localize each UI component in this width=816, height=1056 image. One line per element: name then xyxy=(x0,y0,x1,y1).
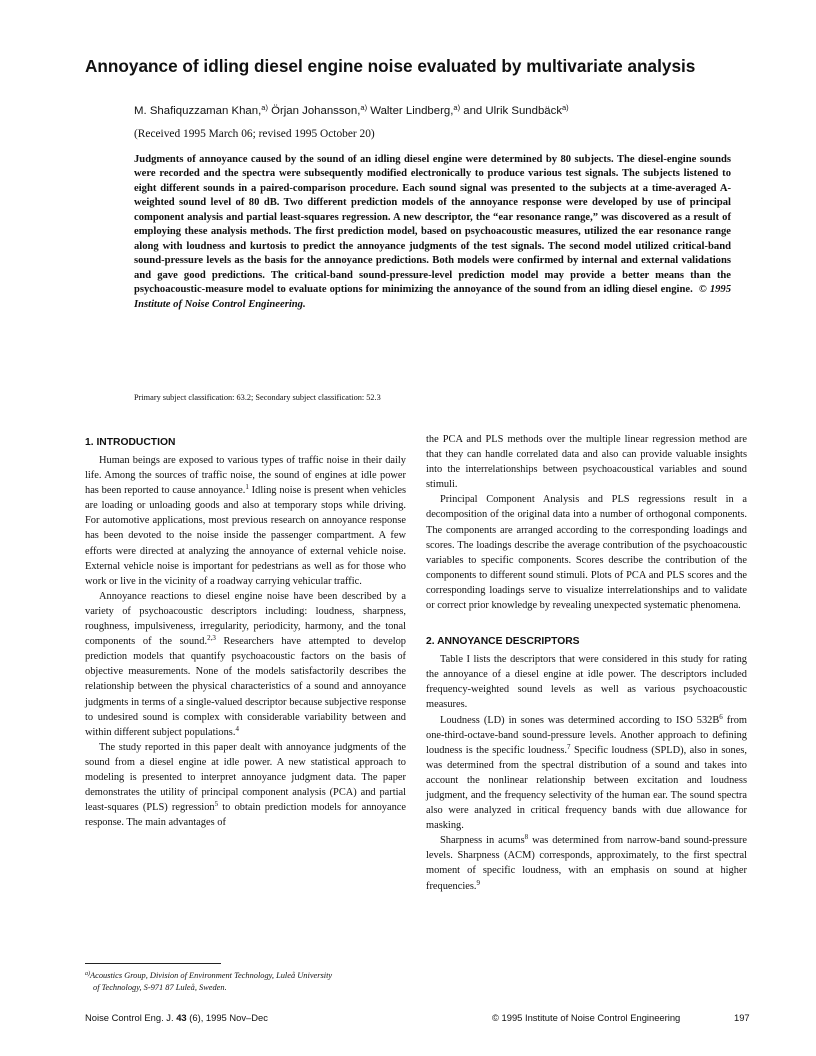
paragraph: Sharpness in acums$^8$ was determined from narrow-band sound-pressure levels. Sharpness (ACM) corresponds, approximately, to the first spectral moment of specific loudness, with an emphasis on sound at higher frequencies.$^9$ xyxy=(426,833,747,892)
footnote-divider xyxy=(85,963,221,964)
author-list xyxy=(134,104,774,118)
affiliation-mark: a) xyxy=(562,103,569,112)
affiliation-mark: a) xyxy=(360,103,368,112)
citation-ref: 1 xyxy=(245,483,249,492)
paper-title: Annoyance of idling diesel engine noise evaluated by multivariate analysis xyxy=(85,56,696,76)
paragraph: Human beings are exposed to various types of traffic noise in their daily life. Among the sources of traffic noise, the sound of engines at idle power has been reported to cause annoyance.$^1$ Idling noise is present when vehicles are loading or unloading goods and also at temporary stops while driving. For automotive applications, most previous research on annoyance response has been devoted to the noise inside the passenger compartment. A few efforts were directed at analyzing the annoyance of external vehicle noise. External vehicle noise is important for pedestrians as well as for those who work or live in the vicinity of a roadway carrying vehicular traffic. xyxy=(85,455,407,587)
author-name: M. Shafiquzzaman Khan, xyxy=(134,105,262,117)
abstract-text: Judgments of annoyance caused by the sound of an idling diesel engine were determined by 80 subjects. The diesel-engine sounds were recorded and the spectra were subsequently modified electronically to produce various test signals. The subjects listened to eight different sounds in a paired-comparison procedure. Each sound signal was presented to the subjects at a time-averaged A-weighted sound level of 80 dB. Two different prediction models of the annoyance response were developed by use of principal component analysis and partial least-squares regression. A new descriptor, the “ear resonance range,” was discovered as a result of employing these analysis methods. The first prediction model, based on psychoacoustic measures, utilized the ear resonance range along with loudness and kurtosis to predict the annoyance judgments of the test signals. The second model utilized critical-band sound-pressure levels as the basis for the annoyance predictions. Both models were confirmed by internal and external validations and gave good predictions. The critical-band sound-pressure-level prediction model may provide a better means than the psychoacoustic-measure model to evaluate options for minimizing the annoyance of the sound from an idling diesel engine. xyxy=(134,154,731,296)
section-heading-introduction: 1. INTRODUCTION xyxy=(85,437,176,448)
received-dates: (Received 1995 March 06; revised 1995 October 20) xyxy=(134,128,375,140)
footnote-line: of Technology, S-971 87 Luleå, Sweden. xyxy=(93,983,227,992)
citation-ref: 4 xyxy=(235,724,239,733)
abstract xyxy=(134,153,731,312)
journal-citation: Noise Control Eng. J. 43 (6), 1995 Nov–Dec xyxy=(85,1012,268,1023)
affiliation-mark: a) xyxy=(261,103,268,112)
subject-classification: Primary subject classification: 63.2; Secondary subject classification: 52.3 xyxy=(134,393,381,402)
paragraph: Annoyance reactions to diesel engine noise have been described by a variety of psychoacoustic descriptors including: loudness, sharpness, roughness, impulsiveness, irregularity, periodicity, harmony, and the tonal components of the sound.$^{2,3}$ Researchers have attempted to develop prediction models that quantify psychoacoustic factors on the basis of objective measurements. None of the models satisfactorily describes the relationship between the physical characteristics of a sound and annoyance judgments in terms of a single-valued descriptor because subjective response to undesired sound is complex with considerable variability between and within different subject populations.$^4$ xyxy=(85,590,406,738)
left-column xyxy=(85,436,406,830)
affiliation-footnote: $^{a)}$Acoustics Group, Division of Environment Technology, Luleå University of Technology, S-971 87 Luleå, Sweden. xyxy=(85,970,407,994)
abstract-copyright: © 1995 Institute of Noise Control Engineering. xyxy=(134,284,732,310)
author-name: and Ulrik Sundbäck xyxy=(460,105,563,117)
author-name: Örjan Johansson, xyxy=(267,105,361,117)
paragraph: Principal Component Analysis and PLS regressions result in a decomposition of the original data into a number of orthogonal components. The components are arranged according to the corresponding loadings and scores. The loadings describe the average contribution of the psychoacoustic variables to specific components. Scores describe the contribution of the components to different sound stimuli. Plots of PCA and PLS scores and the corresponding loadings serve to visualize interrelationships and to validate or correct prior knowledge by revealing unexpected systematic phenomena. xyxy=(426,494,747,612)
right-column xyxy=(426,432,747,894)
section-heading-annoyance-descriptors: 2. ANNOYANCE DESCRIPTORS xyxy=(426,636,580,648)
author-name: Walter Lindberg, xyxy=(367,105,454,117)
citation-ref: 5 xyxy=(214,800,219,809)
footer-copyright: © 1995 Institute of Noise Control Engineering xyxy=(492,1012,681,1023)
paragraph: Table I lists the descriptors that were considered in this study for rating the annoyance of a diesel engine at idle power. The descriptors included frequency-weighted sound levels as well as various psychoacoustic measures. xyxy=(426,654,747,711)
citation-ref: 7 xyxy=(567,742,571,751)
citation-ref: 2,3 xyxy=(207,634,216,643)
page-number: 197 xyxy=(734,1012,750,1023)
footnote-mark: a) xyxy=(85,971,90,977)
paragraph: Loudness (LD) in sones was determined according to ISO $532B^6$ from one-third-octave-band sound-pressure levels. Another approach to defining loudness is the specific loudness.$^7$ Specific loudness (SPLD), also in sones, was determined from the spectral distribution of a sound and takes into account the nonlinear relationship between excitation and loudness judgment, and the frequency selectivity of the human ear. The sound spectra also were analyzed in critical frequency bands with due allowance for masking. xyxy=(426,712,748,832)
citation-ref: 9 xyxy=(476,878,480,887)
journal-volume: 43 xyxy=(176,1012,187,1023)
paragraph: The study reported in this paper dealt with annoyance judgments of the sound from a diesel engine at idle power. A new statistical approach to modeling is presented to interpret annoyance judgment data. The paper demonstrates the utility of principal component analysis (PCA) and partial least-squares (PLS) regression$^5$ to obtain prediction models for annoyance response. The main advantages of xyxy=(85,741,406,829)
citation-ref: 6 xyxy=(719,712,723,721)
citation-ref: 8 xyxy=(524,833,529,842)
paragraph: the PCA and PLS methods over the multiple linear regression method are that they can handle correlated data and also can provide valuable insights into the interrelationships between psychoacoustical variables and sound stimuli. xyxy=(426,434,747,491)
affiliation-mark: a) xyxy=(453,103,461,112)
